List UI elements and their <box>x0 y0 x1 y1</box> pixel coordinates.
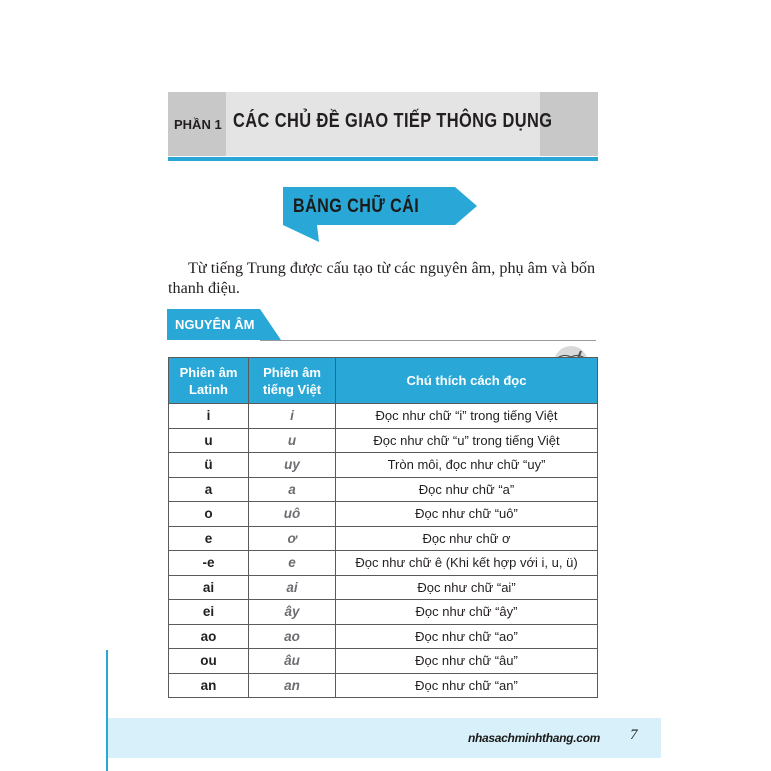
note-cell: Đọc như chữ “ai” <box>336 575 598 600</box>
vietnamese-cell: ơ <box>249 526 336 551</box>
intro-paragraph <box>168 258 608 298</box>
vietnamese-cell: u <box>249 428 336 453</box>
subsection-rule <box>260 340 596 341</box>
note-cell: Đọc như chữ “ao” <box>336 624 598 649</box>
table-row <box>169 551 598 576</box>
note-cell: Đọc như chữ ê (Khi kết hợp với i, u, ü) <box>336 551 598 576</box>
table-row <box>169 453 598 478</box>
latin-cell: u <box>169 428 249 453</box>
vowel-table <box>168 357 598 698</box>
latin-cell: o <box>169 502 249 527</box>
latin-cell: ai <box>169 575 249 600</box>
note-cell: Đọc như chữ ơ <box>336 526 598 551</box>
header-vietnamese: Phiên âm tiếng Việt <box>249 358 336 404</box>
latin-cell: a <box>169 477 249 502</box>
table-row <box>169 649 598 674</box>
vietnamese-cell: ao <box>249 624 336 649</box>
vietnamese-cell: ai <box>249 575 336 600</box>
latin-cell: -e <box>169 551 249 576</box>
vietnamese-cell: e <box>249 551 336 576</box>
note-cell: Đọc như chữ “uô” <box>336 502 598 527</box>
vietnamese-cell: uô <box>249 502 336 527</box>
vietnamese-cell: uy <box>249 453 336 478</box>
vietnamese-cell: ây <box>249 600 336 625</box>
table-row <box>169 502 598 527</box>
note-cell: Đọc như chữ “an” <box>336 673 598 698</box>
note-cell: Đọc như chữ “i” trong tiếng Việt <box>336 404 598 429</box>
latin-cell: ü <box>169 453 249 478</box>
header-latin: Phiên âm Latinh <box>169 358 249 404</box>
latin-cell: ao <box>169 624 249 649</box>
table-row <box>169 673 598 698</box>
header-rule <box>168 157 598 161</box>
latin-cell: i <box>169 404 249 429</box>
latin-cell: ei <box>169 600 249 625</box>
vietnamese-cell: i <box>249 404 336 429</box>
table-row <box>169 600 598 625</box>
table-row <box>169 526 598 551</box>
note-cell: Đọc như chữ “u” trong tiếng Việt <box>336 428 598 453</box>
part-label: PHẦN 1 <box>174 117 222 132</box>
subsection-title: NGUYÊN ÂM <box>175 317 255 332</box>
latin-cell: e <box>169 526 249 551</box>
header-note: Chú thích cách đọc <box>336 358 598 404</box>
page-number: 7 <box>630 727 638 743</box>
vietnamese-cell: âu <box>249 649 336 674</box>
latin-cell: ou <box>169 649 249 674</box>
table-row <box>169 404 598 429</box>
part-header <box>168 92 598 156</box>
intro-text: Từ tiếng Trung được cấu tạo từ các nguyên âm, phụ âm và bốn thanh điệu. <box>168 259 596 297</box>
note-cell: Tròn môi, đọc như chữ “uy” <box>336 453 598 478</box>
vietnamese-cell: an <box>249 673 336 698</box>
subsection-tab <box>167 309 282 341</box>
part-title: CÁC CHỦ ĐỀ GIAO TIẾP THÔNG DỤNG <box>233 110 553 132</box>
latin-cell: an <box>169 673 249 698</box>
note-cell: Đọc như chữ “ây” <box>336 600 598 625</box>
section-title: BẢNG CHỮ CÁI <box>293 196 420 217</box>
note-cell: Đọc như chữ “âu” <box>336 649 598 674</box>
table-row <box>169 575 598 600</box>
vietnamese-cell: a <box>249 477 336 502</box>
footer-website: nhasachminhthang.com <box>468 731 601 745</box>
table-row <box>169 428 598 453</box>
table-row <box>169 477 598 502</box>
section-banner <box>283 187 483 245</box>
table-header-row <box>169 358 598 404</box>
table-row <box>169 624 598 649</box>
note-cell: Đọc như chữ “a” <box>336 477 598 502</box>
